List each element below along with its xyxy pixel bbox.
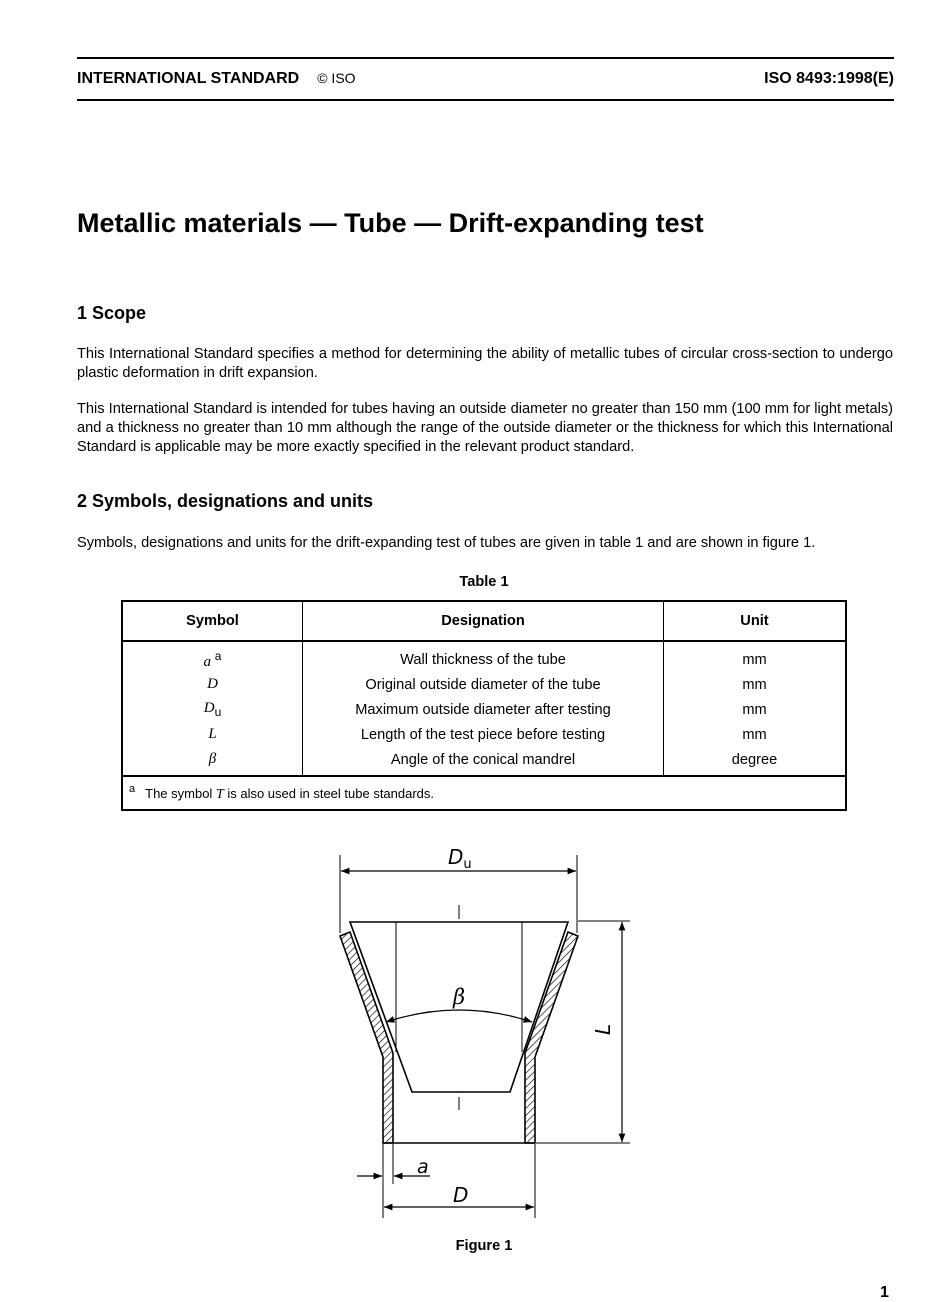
symbol-cell	[122, 641, 303, 672]
unit-cell: mm	[663, 672, 846, 697]
designation-cell: Wall thickness of the tube	[303, 641, 664, 672]
table-row	[122, 672, 846, 697]
symbol-cell: D	[122, 672, 303, 697]
table-row	[122, 697, 846, 722]
header-top-rule	[77, 57, 894, 59]
figure-caption: Figure 1	[455, 1238, 513, 1254]
designation-cell: Angle of the conical mandrel	[303, 747, 664, 776]
scope-paragraph-1: This International Standard specifies a method for determining the ability of metallic tubes of circular cross-section to undergo plastic deformation in drift expansion.	[77, 346, 893, 381]
l-label: L	[591, 1023, 615, 1035]
header-document-number: ISO 8493:1998(E)	[764, 70, 894, 87]
a-label: a	[417, 1156, 429, 1178]
symbol-cell: L	[122, 722, 303, 747]
footnote-marker: a	[129, 783, 136, 795]
table-row	[122, 722, 846, 747]
table-caption: Table 1	[459, 574, 509, 590]
symbol-cell: β	[122, 747, 303, 776]
du-label: $D_u$	[448, 845, 472, 872]
symbols-paragraph: Symbols, designations and units for the drift-expanding test of tubes are given in table 1 and are shown in figure 1.	[77, 535, 816, 551]
unit-cell: mm	[663, 697, 846, 722]
symbol-text: D	[203, 700, 215, 716]
du-dimension	[340, 845, 577, 933]
symbols-table	[121, 600, 847, 811]
unit-cell: degree	[663, 747, 846, 776]
d-label: D	[453, 1183, 469, 1207]
symbol-subscript: u	[214, 705, 222, 719]
header-copyright: © ISO	[317, 70, 356, 86]
table-row	[122, 641, 846, 672]
symbol-cell	[122, 697, 303, 722]
header-bottom-rule	[77, 99, 894, 101]
column-header-unit: Unit	[663, 601, 846, 641]
footnote-marker: a	[214, 648, 222, 663]
column-header-symbol: Symbol	[122, 601, 303, 641]
beta-label: β	[453, 985, 466, 1009]
designation-cell: Length of the test piece before testing	[303, 722, 664, 747]
d-dimension	[384, 1144, 535, 1218]
page-number: 1	[880, 1284, 889, 1301]
designation-cell: Maximum outside diameter after testing	[303, 697, 664, 722]
header-left	[77, 70, 356, 88]
table-footnote	[122, 776, 846, 810]
footnote-symbol: T	[215, 787, 224, 802]
unit-cell: mm	[663, 641, 846, 672]
header-standard-label: INTERNATIONAL STANDARD	[77, 70, 300, 87]
symbol-text: a	[203, 653, 212, 670]
footnote-text: is also used in steel tube standards.	[223, 786, 435, 801]
section-1-heading: 1 Scope	[77, 303, 147, 323]
figure-1-drift-expanding-diagram	[320, 840, 640, 1225]
document-title: Metallic materials — Tube — Drift-expanding test	[77, 208, 704, 238]
table-header-row	[122, 601, 846, 641]
footnote-text: The symbol	[145, 786, 216, 801]
unit-cell: mm	[663, 722, 846, 747]
section-2-heading: 2 Symbols, designations and units	[77, 491, 374, 511]
table-row	[122, 747, 846, 776]
table-footnote-row	[122, 776, 846, 810]
column-header-designation: Designation	[303, 601, 664, 641]
scope-paragraph-2: This International Standard is intended for tubes having an outside diameter no greater than 150 mm (100 mm for light metals) and a thickness no greater than 10 mm although the range of the outside diameter or the thickness for which this International Standard is applicable may be more exactly specified in the relevant product standard.	[77, 401, 893, 455]
designation-cell: Original outside diameter of the tube	[303, 672, 664, 697]
